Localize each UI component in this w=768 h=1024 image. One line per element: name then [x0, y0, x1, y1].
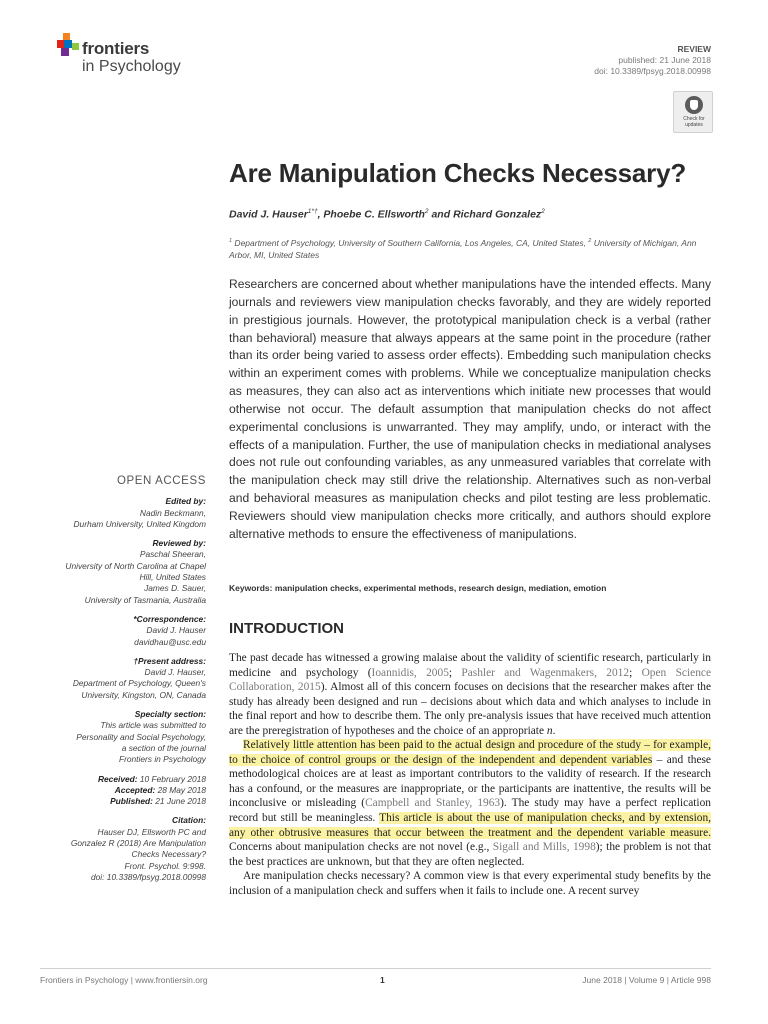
section-heading-introduction: INTRODUCTION: [229, 620, 344, 637]
open-access-label: OPEN ACCESS: [116, 475, 206, 487]
keywords: [229, 583, 711, 593]
correspondence-email[interactable]: davidhau@usc.edu: [134, 636, 206, 647]
edited-by: Edited by: Nadin Beckmann, Durham University, United Kingdom: [73, 496, 206, 529]
reviewed-by: Reviewed by: Paschal Sheeran, University of North Carolina at Chapel Hill, United States James D. Sauer, University of Tasmania, Australia: [65, 538, 206, 605]
footer-issue-info: June 2018 | Volume 9 | Article 998: [582, 975, 711, 985]
check-for-updates-badge[interactable]: [673, 91, 713, 133]
author-list: David J. Hauser$^{1*\dagger}$, Phoebe C. Ellsworth$^2$ and Richard Gonzalez$^2$: [229, 208, 545, 221]
keywords-label: Keywords:: [229, 583, 275, 593]
citation: Citation: Hauser DJ, Ellsworth PC and Gonzalez R (2018) Are Manipulation Checks Necessary? Front. Psychol. 9:998. doi: 10.3389/fpsyg.2018.00998: [70, 815, 206, 882]
citation-link[interactable]: Pashler and Wagenmakers, 2012: [461, 666, 630, 679]
citation-link[interactable]: Open Science Collaboration, 2015: [229, 666, 712, 694]
article-meta: [594, 44, 711, 77]
footer-divider: [40, 968, 711, 969]
specialty-section: Specialty section: This article was submitted to Personality and Social Psychology, a section of the journal Frontiers in Psychology: [76, 709, 206, 765]
article-dates: Received: 10 February 2018 Accepted: 28 May 2018 Published: 21 June 2018: [97, 773, 206, 807]
correspondence: *Correspondence: David J. Hauser davidhau@usc.edu: [40, 614, 206, 648]
check-updates-text: Check for updates: [683, 116, 705, 128]
citation-link[interactable]: Ioannidis, 2005: [371, 666, 449, 679]
logo-wordmark-journal: in Psychology: [82, 58, 181, 75]
article-type: REVIEW: [677, 44, 711, 54]
affiliations: $^1$ Department of Psychology, University of Southern California, Los Angeles, CA, United States, $^2$ University of Michigan, Ann Arbor, MI, United States: [229, 237, 697, 260]
page-number: 1: [380, 975, 385, 985]
journal-logo[interactable]: [57, 33, 217, 81]
present-address: †Present address: David J. Hauser, Department of Psychology, Queen's University, Kingston, ON, Canada: [72, 655, 206, 700]
keywords-text: manipulation checks, experimental methods, research design, mediation, emotion: [274, 583, 607, 593]
frontiers-logo-icon: [57, 33, 79, 59]
footer-journal-link[interactable]: Frontiers in Psychology | www.frontiersin.org: [40, 975, 208, 985]
body-text: [229, 651, 711, 898]
highlighted-text: Relatively little attention has been paid to the actual design and procedure of the study – for example, to the choice of control groups or the design of the independent and dependent variables: [229, 739, 711, 766]
highlighted-text: This article is about the use of manipulation checks, and by extension, any other obtrusive measures that occur between the treatment and the dependent variable measure.: [229, 812, 711, 839]
article-title: Are Manipulation Checks Necessary?: [229, 158, 687, 188]
logo-wordmark-frontiers: frontiers: [82, 39, 150, 58]
article-sidebar: [40, 476, 206, 891]
paragraph: The past decade has witnessed a growing malaise about the validity of scientific research, particularly in medicine and psychology (Ioannidis, 2005; Pashler and Wagenmakers, 2012; Open Science Collaboration, 2015). Almost all of this concern focuses on decisions that the researcher makes after the study has already been designed and run – decisions about which data and which analyses to include in the final report and how to describe them. The only pre-analysis issues that have received much attention are the preregistration of hypotheses and the choice of an appropriate n.: [229, 652, 712, 737]
bookmark-icon: [685, 96, 703, 114]
article-doi[interactable]: doi: 10.3389/fpsyg.2018.00998: [594, 66, 711, 76]
citation-link[interactable]: Campbell and Stanley, 1963: [365, 797, 501, 810]
author-name[interactable]: Phoebe C. Ellsworth: [323, 208, 425, 221]
published-date: published: 21 June 2018: [618, 55, 711, 65]
citation-link[interactable]: Sigall and Mills, 1998: [492, 841, 596, 854]
author-name[interactable]: David J. Hauser: [229, 208, 308, 221]
paragraph: Are manipulation checks necessary? A common view is that every experimental study benefits by the inclusion of a manipulation check and suffers when it fails to include one. A recent survey: [229, 870, 711, 897]
author-name[interactable]: Richard Gonzalez: [453, 208, 542, 221]
paragraph: Relatively little attention has been paid to the actual design and procedure of the study – for example, to the choice of control groups or the design of the independent and dependent variables – and these methodological choices are at least as important contributors to the validity of research. If the research has a confound, or the measures are inappropriate, or the participants are inattentive, the results will be inconclusive or misleading (Campbell and Stanley, 1963). The study may have a perfect replication record but still be meaningless. This article is about the use of manipulation checks, and by extension, any other obtrusive measures that occur between the treatment and the dependent variable measure. Concerns about manipulation checks are not novel (e.g., Sigall and Mills, 1998); the problem is not that the best practices are unknown, but that they are often neglected.: [229, 739, 711, 868]
abstract: Researchers are concerned about whether manipulations have the intended effects. Many journals and reviewers view manipulation checks favorably, and they are widely reported in prestigious journals. However, the prototypical manipulation check is a verbal (rather than behavioral) measure that always appears at the same point in the procedure (rather than its order being varied to assess order effects). Embedding such manipulation checks within an experiment comes with problems. While we conceptualize manipulation checks as measures, they can also act as interventions which initiate new processes that would otherwise not occur. The default assumption that manipulation checks do not affect experimental conclusions is unwarranted. They may amplify, undo, or interact with the effects of a manipulation. Further, the use of manipulation checks in mediational analyses does not rule out confounding variables, as any unmeasured variables that correlate with the manipulation check may still drive the relationship. Alternatives such as non-verbal and behavioral measures as manipulation checks and pilot testing are less problematic. Reviewers should view manipulation checks more critically, and authors should explore alternative methods to ensure the effectiveness of manipulations.: [229, 277, 711, 541]
